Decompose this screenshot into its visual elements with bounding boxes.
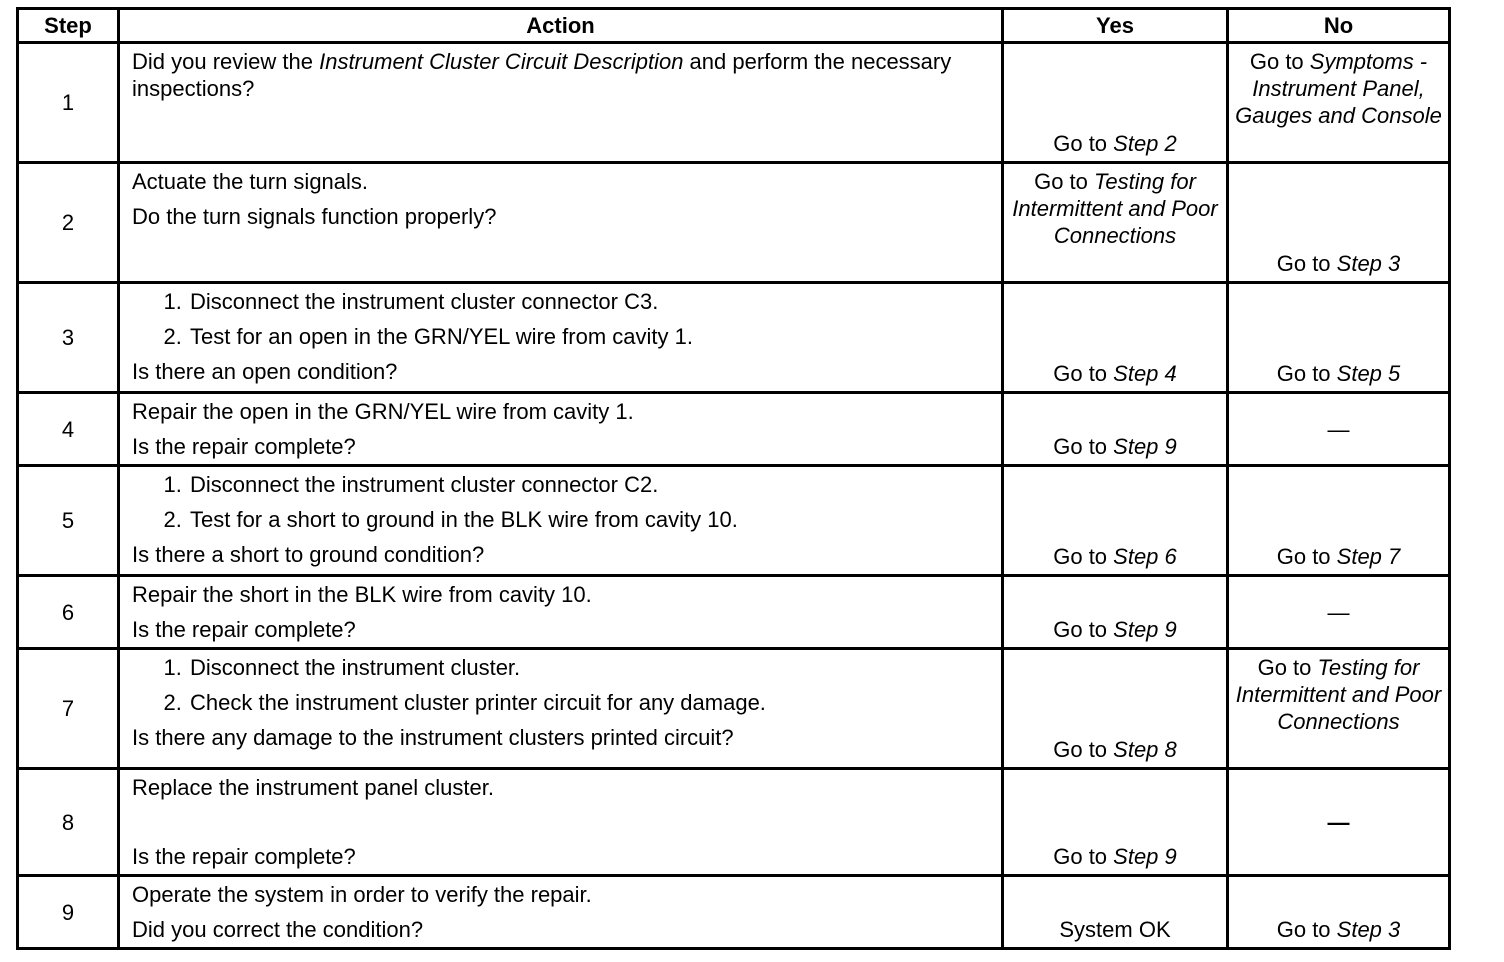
- no-cell: Go to Step 3: [1228, 876, 1450, 949]
- action-instruction: Repair the open in the GRN/YEL wire from cavity 1.: [132, 399, 634, 424]
- table-row-step-3: [18, 283, 1450, 393]
- action-cell: [119, 283, 1003, 393]
- yes-cell: Go to Step 9: [1003, 769, 1228, 876]
- yes-link: Step 9: [1113, 844, 1177, 869]
- no-link: Symptoms - Instrument Panel, Gauges and Console: [1235, 49, 1442, 128]
- no-cell: Go to Step 7: [1228, 466, 1450, 576]
- table-row-step-2: [18, 163, 1450, 283]
- header-no: No: [1228, 9, 1450, 43]
- action-question: Is there a short to ground condition?: [132, 542, 485, 567]
- step-number: 3: [18, 283, 119, 393]
- action-cell: [119, 576, 1003, 649]
- yes-link: Step 2: [1113, 131, 1177, 156]
- action-cell: [119, 649, 1003, 769]
- action-instruction: Repair the short in the BLK wire from cavity 10.: [132, 582, 592, 607]
- substep-item: 2. Test for a short to ground in the BLK wire from cavity 10.: [188, 506, 989, 533]
- not-applicable-dash: —: [1327, 416, 1350, 442]
- table-row-step-8: [18, 769, 1450, 876]
- action-question: Is the repair complete?: [132, 844, 356, 869]
- table-row-step-6: [18, 576, 1450, 649]
- action-instruction: Operate the system in order to verify the repair.: [132, 882, 592, 907]
- yes-cell: Go to Step 4: [1003, 283, 1228, 393]
- header-yes: Yes: [1003, 9, 1228, 43]
- step-number: 2: [18, 163, 119, 283]
- yes-result: System OK: [1059, 917, 1171, 942]
- yes-link: Step 6: [1113, 544, 1177, 569]
- action-cell: [119, 43, 1003, 163]
- no-link: Step 3: [1336, 917, 1401, 942]
- table-row-step-5: [18, 466, 1450, 576]
- header-row: [18, 9, 1450, 43]
- no-cell: Go to Step 3: [1228, 163, 1450, 283]
- action-cell: [119, 466, 1003, 576]
- table-row-step-9: [18, 876, 1450, 949]
- yes-cell: [1003, 876, 1228, 949]
- yes-cell: Go to Step 9: [1003, 576, 1228, 649]
- no-cell: Go to Testing for Intermittent and Poor Connections: [1228, 649, 1450, 769]
- no-cell: Go to Symptoms - Instrument Panel, Gauges and Console: [1228, 43, 1450, 163]
- yes-link: Testing for Intermittent and Poor Connections: [1012, 169, 1218, 248]
- step-number: 5: [18, 466, 119, 576]
- substep-item: 1. Disconnect the instrument cluster connector C2.: [188, 471, 989, 498]
- substep-item: 2. Test for an open in the GRN/YEL wire from cavity 1.: [188, 323, 989, 350]
- step-number: 7: [18, 649, 119, 769]
- no-cell: [1228, 576, 1450, 649]
- action-instruction: Actuate the turn signals.: [132, 169, 369, 194]
- action-question: Is the repair complete?: [132, 617, 356, 642]
- no-link: Step 7: [1336, 544, 1401, 569]
- yes-cell: Go to Step 2: [1003, 43, 1228, 163]
- action-text: Did you review the Instrument Cluster Circuit Description and perform the necessary inspections?: [132, 49, 952, 101]
- yes-link: Step 8: [1113, 737, 1177, 762]
- action-question: Is there an open condition?: [132, 359, 398, 384]
- action-instruction: Replace the instrument panel cluster.: [132, 775, 494, 800]
- diagnostic-table: [16, 7, 1451, 950]
- substep-item: 1. Disconnect the instrument cluster.: [188, 654, 989, 681]
- yes-link: Step 9: [1113, 434, 1177, 459]
- step-number: 1: [18, 43, 119, 163]
- yes-cell: Go to Step 8: [1003, 649, 1228, 769]
- action-question: Do the turn signals function properly?: [132, 204, 497, 229]
- action-question: Is the repair complete?: [132, 434, 356, 459]
- table-row-step-7: [18, 649, 1450, 769]
- no-cell: [1228, 393, 1450, 466]
- action-question: Is there any damage to the instrument clusters printed circuit?: [132, 725, 734, 750]
- action-cell: [119, 769, 1003, 876]
- yes-cell: Go to Testing for Intermittent and Poor Connections: [1003, 163, 1228, 283]
- table-row-step-4: [18, 393, 1450, 466]
- action-cell: [119, 393, 1003, 466]
- yes-link: Step 9: [1113, 617, 1177, 642]
- no-cell: Go to Step 5: [1228, 283, 1450, 393]
- substep-item: 1. Disconnect the instrument cluster connector C3.: [188, 288, 989, 315]
- step-number: 8: [18, 769, 119, 876]
- document-reference: Instrument Cluster Circuit Description: [319, 49, 684, 74]
- substep-item: 2. Check the instrument cluster printer circuit for any damage.: [188, 689, 989, 716]
- not-applicable-dash: —: [1327, 599, 1350, 625]
- action-cell: [119, 876, 1003, 949]
- step-number: 4: [18, 393, 119, 466]
- action-cell: [119, 163, 1003, 283]
- no-link: Step 5: [1336, 361, 1401, 386]
- no-link: Testing for Intermittent and Poor Connections: [1235, 655, 1442, 734]
- yes-link: Step 4: [1113, 361, 1177, 386]
- step-number: 9: [18, 876, 119, 949]
- substep-list: [132, 288, 989, 350]
- action-question: Did you correct the condition?: [132, 917, 424, 942]
- substep-list: [132, 654, 989, 716]
- step-number: 6: [18, 576, 119, 649]
- yes-cell: Go to Step 6: [1003, 466, 1228, 576]
- no-cell: [1228, 769, 1450, 876]
- not-applicable-dash: —: [1327, 809, 1350, 835]
- yes-cell: Go to Step 9: [1003, 393, 1228, 466]
- header-step: Step: [18, 9, 119, 43]
- no-link: Step 3: [1336, 251, 1401, 276]
- header-action: Action: [119, 9, 1003, 43]
- table-row-step-1: [18, 43, 1450, 163]
- substep-list: [132, 471, 989, 533]
